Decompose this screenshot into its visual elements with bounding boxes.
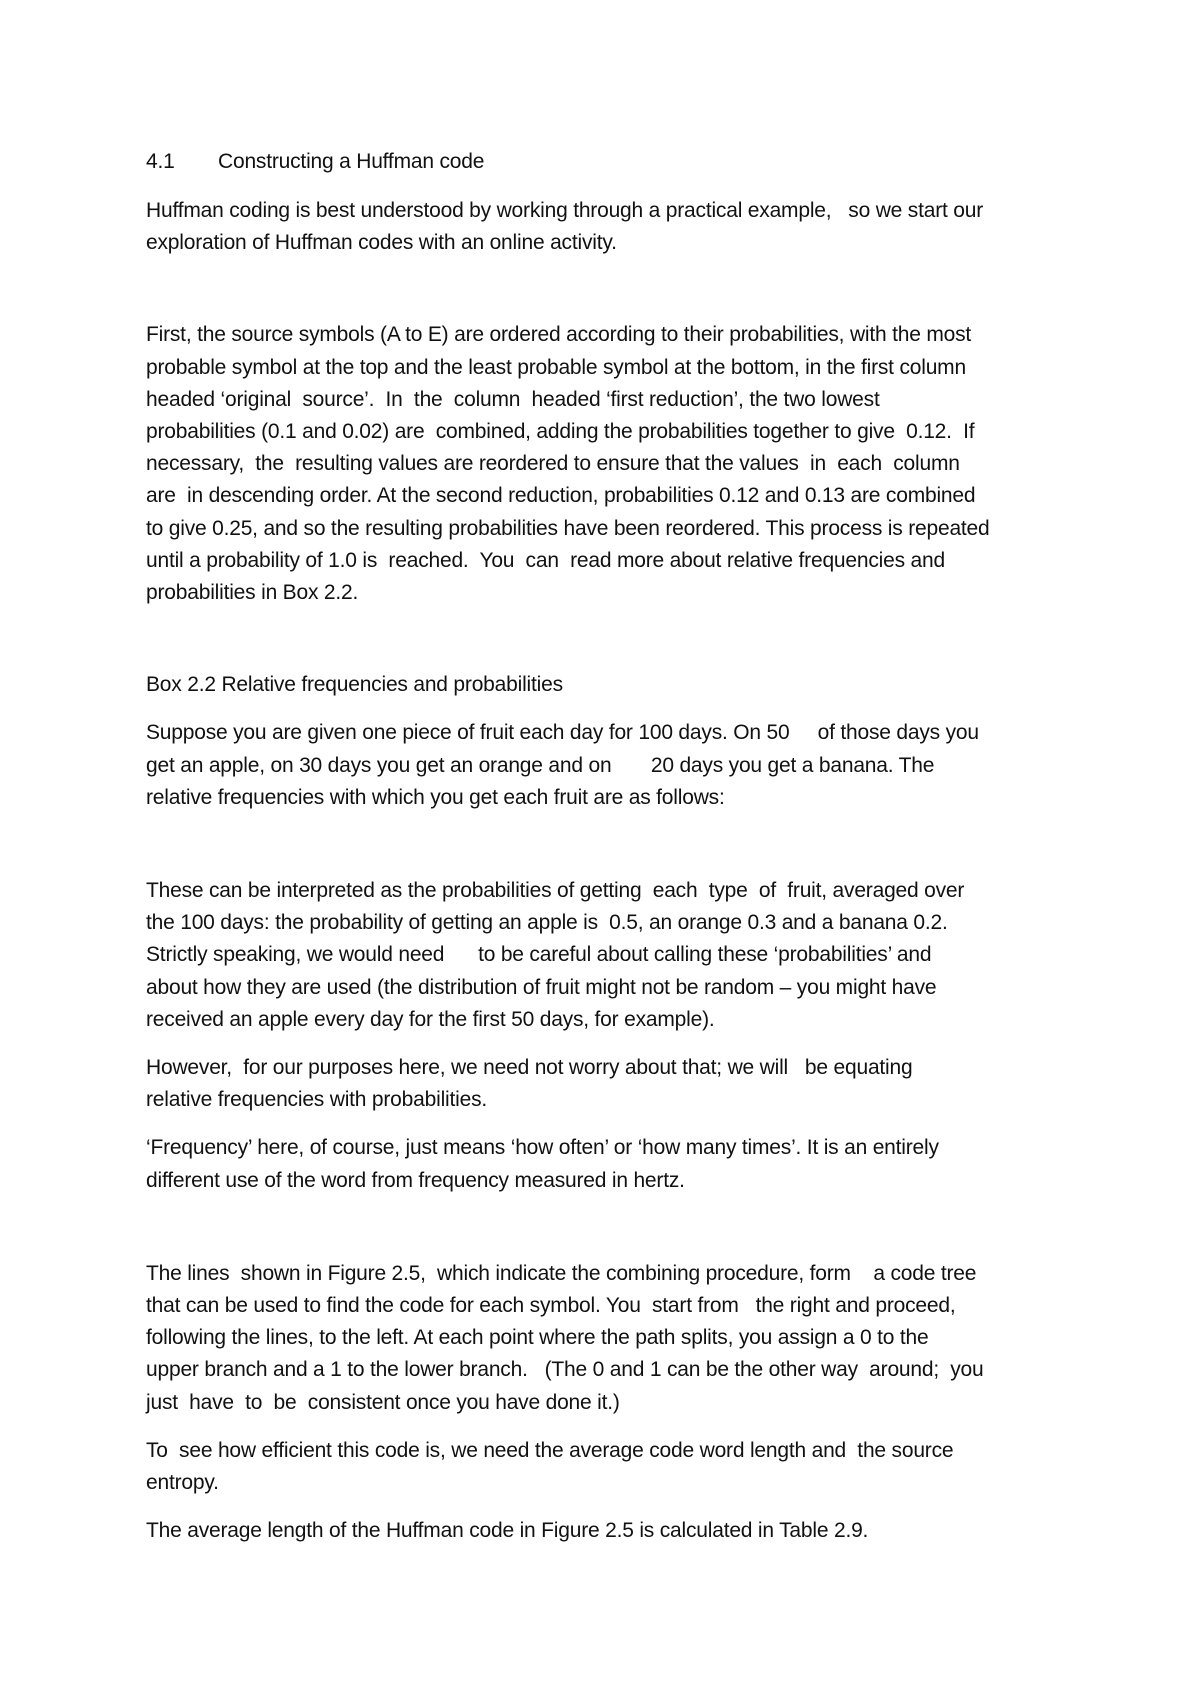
text-line: probabilities in Box 2.2. <box>146 581 359 605</box>
text-line: The average length of the Huffman code in Figure 2.5 is calculated in Table 2.9. <box>146 1519 869 1543</box>
box-title: Box 2.2 Relative frequencies and probabilities <box>146 673 563 697</box>
section-number: 4.1 <box>146 150 175 173</box>
text-line: probable symbol at the top and the least probable symbol at the bottom, in the first column <box>146 355 966 379</box>
code-tree-paragraph <box>146 1258 1086 1419</box>
text-line: relative frequencies with probabilities. <box>146 1088 488 1112</box>
text-line: headed ‘original source’. In the column headed ‘first reduction’, the two lowest <box>146 387 880 411</box>
text-line: are in descending order. At the second reduction, probabilities 0.12 and 0.13 are combined <box>146 484 976 508</box>
text-line: probabilities (0.1 and 0.02) are combined, adding the probabilities together to give 0.12. If <box>146 420 975 444</box>
text-line: just have to be consistent once you have done it.) <box>146 1390 620 1414</box>
text-line: following the lines, to the left. At each point where the path splits, you assign a 0 to the <box>146 1326 929 1350</box>
box-paragraph-interpretation <box>146 875 1086 1036</box>
text-line: Suppose you are given one piece of fruit each day for 100 days. On 50 of those days you <box>146 721 979 745</box>
text-line: To see how efficient this code is, we need the average code word length and the source <box>146 1438 954 1462</box>
intro-paragraph <box>146 195 1086 259</box>
procedure-paragraph <box>146 319 1086 609</box>
text-line: necessary, the resulting values are reordered to ensure that the values in each column <box>146 452 960 476</box>
box-paragraph-however <box>146 1052 1086 1116</box>
text-line: that can be used to find the code for each symbol. You start from the right and proceed, <box>146 1294 956 1318</box>
text-line: until a probability of 1.0 is reached. You can read more about relative frequencies and <box>146 548 945 572</box>
text-line: received an apple every day for the first 50 days, for example). <box>146 1007 715 1031</box>
document-body <box>146 146 1086 1548</box>
text-line: the 100 days: the probability of getting an apple is 0.5, an orange 0.3 and a banana 0.2. <box>146 911 948 935</box>
text-line: entropy. <box>146 1471 219 1495</box>
text-line: ‘Frequency’ here, of course, just means ‘how often’ or ‘how many times’. It is an entirely <box>146 1136 939 1160</box>
text-line: about how they are used (the distribution of fruit might not be random – you might have <box>146 975 937 999</box>
text-line: Huffman coding is best understood by working through a practical example, so we start our <box>146 199 984 222</box>
text-line: get an apple, on 30 days you get an orange and on 20 days you get a banana. The <box>146 753 935 777</box>
text-line: Strictly speaking, we would need to be careful about calling these ‘probabilities’ and <box>146 943 932 967</box>
section-heading <box>146 146 1086 178</box>
text-line: These can be interpreted as the probabilities of getting each type of fruit, averaged over <box>146 879 965 903</box>
box-paragraph-fruit <box>146 717 1086 814</box>
efficiency-paragraph <box>146 1435 1086 1499</box>
text-line: upper branch and a 1 to the lower branch. (The 0 and 1 can be the other way around; you <box>146 1358 984 1382</box>
average-length-paragraph <box>146 1515 1086 1547</box>
text-line: The lines shown in Figure 2.5, which indicate the combining procedure, form a code tree <box>146 1261 977 1285</box>
text-line: However, for our purposes here, we need not worry about that; we will be equating <box>146 1056 913 1080</box>
text-line: to give 0.25, and so the resulting probabilities have been reordered. This process is repeated <box>146 516 990 540</box>
text-line: exploration of Huffman codes with an online activity. <box>146 231 617 255</box>
text-line: different use of the word from frequency measured in hertz. <box>146 1168 685 1192</box>
section-title: Constructing a Huffman code <box>218 150 485 173</box>
text-line: relative frequencies with which you get each fruit are as follows: <box>146 785 725 809</box>
text-line: First, the source symbols (A to E) are ordered according to their probabilities, with the most <box>146 323 972 347</box>
box-paragraph-frequency <box>146 1132 1086 1196</box>
